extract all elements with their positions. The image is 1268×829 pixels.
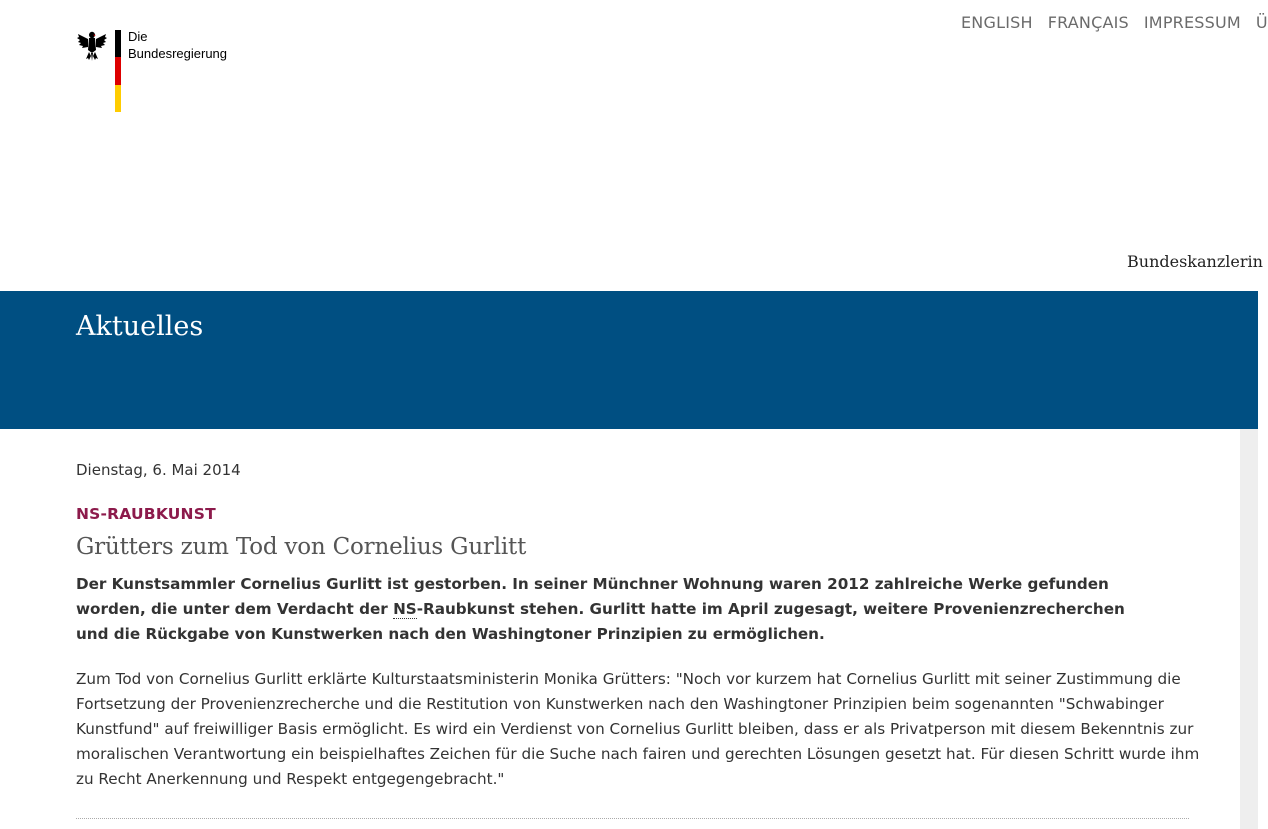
logo-text <box>128 28 227 62</box>
logo-line-2: Bundesregierung <box>128 46 228 61</box>
article-kicker: NS-RAUBKUNST <box>76 505 216 523</box>
flag-bar <box>115 30 121 112</box>
article-lead <box>76 572 1156 647</box>
article-headline: Grütters zum Tod von Cornelius Gurlitt <box>76 534 527 560</box>
meta-navigation <box>961 13 1268 32</box>
article <box>76 455 1206 792</box>
article-body: Zum Tod von Cornelius Gurlitt erklärte Kulturstaatsministerin Monika Grütters: "Noch vor kurzem hat Cornelius Gurlitt mit seiner Zustimmung die Fortsetzung der Provenienzrecherche und die Restitution von Kunstwerken nach den Washingtoner Prinzipien beim sogenannten "Schwabinger Kunstfund" auf freiwilliger Basis ermöglicht. Es wird ein Verdienst von Cornelius Gurlitt bleiben, dass er als Privatperson mit diesem Bekenntnis zur moralischen Verantwortung ein beispielhaftes Zeichen für die Suche nach fairen und gerechten Lösungen gesetzt hat. Für diesen Schritt wurde ihm zu Recht Anerkennung und Respekt entgegengebracht." <box>76 670 1200 788</box>
lead-text-part2: -Raubkunst stehen. Gurlitt hatte im April zugesagt, weitere Provenienzrecherchen und die Rückgabe von Kunstwerken nach den Washingtoner Prinzipien zu ermöglichen. <box>76 600 1125 643</box>
lead-text-part1: Der Kunstsammler Cornelius Gurlitt ist gestorben. In seiner Münchner Wohnung waren 2012 zahlreiche Werke gefunden worden, die unter dem Verdacht der <box>76 575 1109 618</box>
nav-francais-link[interactable]: FRANÇAIS <box>1047 13 1129 32</box>
nav-bundeskanzlerin-link[interactable]: Bundeskanzlerin <box>1127 252 1263 271</box>
bundesregierung-logo[interactable] <box>76 30 246 115</box>
section-banner <box>0 291 1258 429</box>
scroll-gutter[interactable] <box>1240 429 1258 829</box>
logo-line-1: Die <box>128 29 148 44</box>
article-date: Dienstag, 6. Mai 2014 <box>76 461 241 479</box>
main-navigation <box>1127 252 1263 271</box>
divider <box>76 818 1189 819</box>
nav-impressum-link[interactable]: IMPRESSUM <box>1143 13 1241 32</box>
nav-truncated-link[interactable]: Ü <box>1255 13 1268 32</box>
federal-eagle-icon <box>76 30 108 62</box>
section-title: Aktuelles <box>76 311 204 342</box>
nav-english-link[interactable]: ENGLISH <box>961 13 1033 32</box>
ns-abbreviation[interactable]: NS <box>393 600 417 618</box>
